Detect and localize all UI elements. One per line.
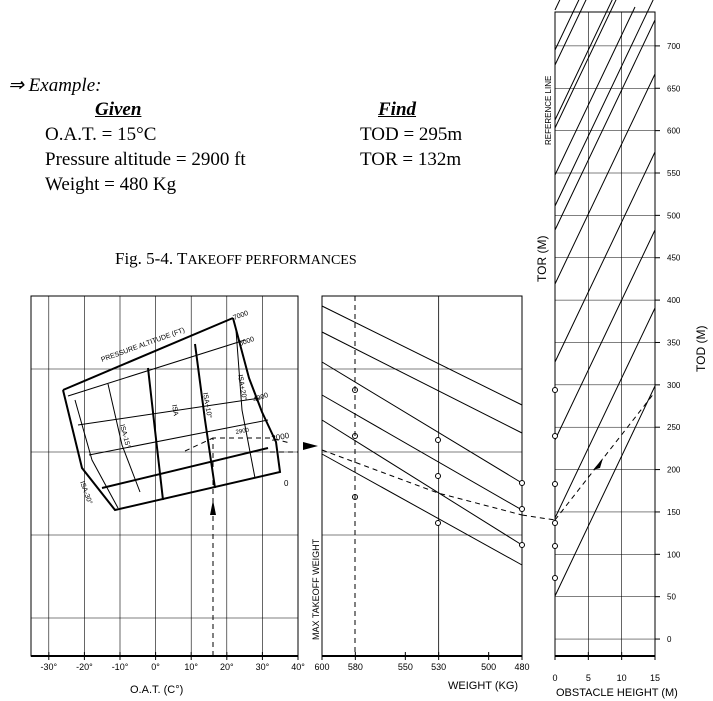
weight-marker [520, 507, 525, 512]
distance-tick-label: 600 [667, 126, 681, 136]
trace-to-distance-panel [522, 515, 555, 520]
find-tor: TOR = 132m [360, 149, 462, 170]
weight-tick-label: 530 [431, 662, 447, 672]
oat-tick-label: 10° [184, 662, 199, 672]
distance-tick-label: 450 [667, 253, 681, 263]
distance-tick-label: 550 [667, 169, 681, 178]
trace-oat-to-altitude [213, 438, 290, 656]
given-weight: Weight = 480 Kg [45, 174, 177, 195]
weight-guide-line [322, 395, 522, 510]
distance-marker [553, 544, 558, 549]
isa-plus-10-label: ISA+10° [201, 392, 213, 419]
oat-axis-label: O.A.T. (C°) [130, 684, 184, 696]
obstacle-tick-label: 15 [649, 673, 661, 683]
oat-panel-frame [31, 296, 298, 656]
pressure-altitude-7000-line [63, 318, 233, 390]
caption-rest: AKEOFF PERFORMANCES [187, 253, 357, 268]
weight-axis-label: WEIGHT (KG) [448, 680, 519, 692]
pressure-altitude-4000-line [78, 398, 260, 425]
obstacle-guide-line [555, 0, 655, 50]
weight-tick-label: 550 [397, 662, 413, 672]
trace-arrow-right [303, 442, 318, 450]
distance-panel [535, 0, 708, 699]
distance-marker [553, 388, 558, 393]
tod-axis-label: TOD (M) [694, 325, 708, 372]
curve-envelope [63, 318, 280, 510]
obstacle-guide-line-upper [555, 7, 635, 175]
altitude-0-label: 0 [284, 479, 289, 488]
altitude-4000-label: 4000 [252, 391, 270, 404]
isa-label: ISA [170, 404, 179, 417]
oat-tick-label: -30° [40, 662, 58, 672]
pressure-altitude-curves [63, 310, 290, 510]
weight-marker [436, 438, 441, 443]
pressure-altitude-0-line [102, 448, 268, 488]
distance-tick-label: 50 [667, 592, 676, 602]
obstacle-guide-line [555, 0, 655, 206]
distance-tick-label: 500 [667, 211, 681, 221]
distance-marker [553, 576, 558, 581]
weight-marker [436, 474, 441, 479]
obstacle-axis-label: OBSTACLE HEIGHT (M) [556, 687, 678, 699]
distance-tick-label: 250 [667, 423, 681, 433]
weight-grid [322, 296, 522, 656]
find-tod: TOD = 295m [360, 124, 463, 145]
obstacle-guide-lines [553, 0, 656, 596]
weight-tick-label: 480 [514, 662, 530, 672]
obstacle-guide-line [555, 308, 655, 518]
given-header: Given [95, 99, 142, 120]
weight-guide-line [322, 332, 522, 433]
distance-tick-label: 700 [667, 41, 681, 51]
altitude-2900-label: 2900 [235, 427, 250, 436]
given-pressure-altitude: Pressure altitude = 2900 ft [45, 149, 246, 170]
weight-tick-label: 580 [347, 662, 363, 672]
weight-guide-line [322, 420, 522, 545]
distance-tick-label: 150 [667, 507, 681, 517]
weight-guide-line [322, 306, 522, 405]
obstacle-tick-label: 5 [585, 673, 591, 683]
weight-guide-line [322, 454, 522, 565]
distance-tick-label: 400 [667, 296, 681, 306]
weight-guide-line [322, 362, 522, 483]
oat-tick-label: 0° [151, 662, 160, 672]
trace-arrow-up [210, 500, 216, 515]
distance-marker [553, 434, 558, 439]
tor-axis-label: TOR (M) [535, 235, 549, 282]
oat-tick-label: -20° [76, 662, 93, 672]
distance-tick-label: 650 [667, 84, 681, 94]
given-oat: O.A.T. = 15°C [45, 124, 157, 145]
weight-guide-lines [322, 306, 525, 565]
distance-tick-label: 100 [667, 550, 681, 560]
obstacle-guide-line-upper [555, 0, 595, 65]
oat-grid [31, 296, 298, 656]
obstacle-guide-line [555, 230, 655, 440]
weight-panel [311, 296, 530, 692]
oat-tick-label: 40° [291, 662, 305, 672]
obstacle-tick-label: 10 [616, 673, 627, 683]
caption-cap: T [177, 249, 188, 268]
max-takeoff-weight-label: MAX TAKEOFF WEIGHT [311, 538, 321, 640]
isa-minus-15-label: ISA-15° [118, 423, 132, 449]
implies-arrow: ⇒ [8, 75, 24, 96]
oat-tick-label: 30° [255, 662, 270, 672]
oat-panel [31, 296, 305, 696]
weight-tick-label: 600 [314, 662, 330, 672]
find-header: Find [378, 99, 417, 120]
weight-panel-frame [322, 296, 522, 656]
isa-minus-30-label: ISA-30° [78, 480, 93, 506]
obstacle-guide-line [555, 152, 655, 362]
caption-prefix: Fig. 5-4. [115, 249, 174, 268]
distance-tick-label: 300 [667, 380, 681, 390]
oat-tick-label: -10° [111, 662, 129, 672]
example-label: Example: [28, 75, 102, 96]
pressure-altitude-label: PRESSURE ALTITUDE (FT) [100, 327, 186, 364]
weight-marker [520, 543, 525, 548]
obstacle-guide-line-upper [555, 20, 655, 230]
altitude-7000-label: 7000 [232, 309, 250, 322]
reference-line-label: REFERENCE LINE [544, 75, 553, 145]
distance-tick-label: 350 [667, 338, 681, 348]
distance-tick-label: 0 [667, 635, 672, 645]
distance-marker [553, 521, 558, 526]
obstacle-tick-label: 0 [552, 673, 558, 683]
distance-tick-label: 200 [667, 465, 681, 475]
weight-marker [520, 481, 525, 486]
isa-plus-20-label: ISA+20° [236, 374, 248, 401]
obstacle-guide-line-upper [555, 0, 615, 120]
trace-obstacle-line [555, 392, 655, 520]
weight-tick-label: 500 [481, 662, 497, 672]
pressure-altitude-6000-line [68, 340, 245, 396]
obstacle-guide-line [555, 386, 655, 596]
altitude-6000-label: 6000 [238, 335, 256, 348]
weight-marker [436, 521, 441, 526]
distance-tick-labels [552, 42, 680, 683]
distance-marker [553, 482, 558, 487]
altitude-2000-label: 2000 [270, 431, 290, 443]
obstacle-guide-line-upper [555, 0, 575, 10]
oat-tick-label: 20° [219, 662, 234, 672]
example-trace [185, 296, 655, 656]
obstacle-guide-line [555, 74, 655, 284]
